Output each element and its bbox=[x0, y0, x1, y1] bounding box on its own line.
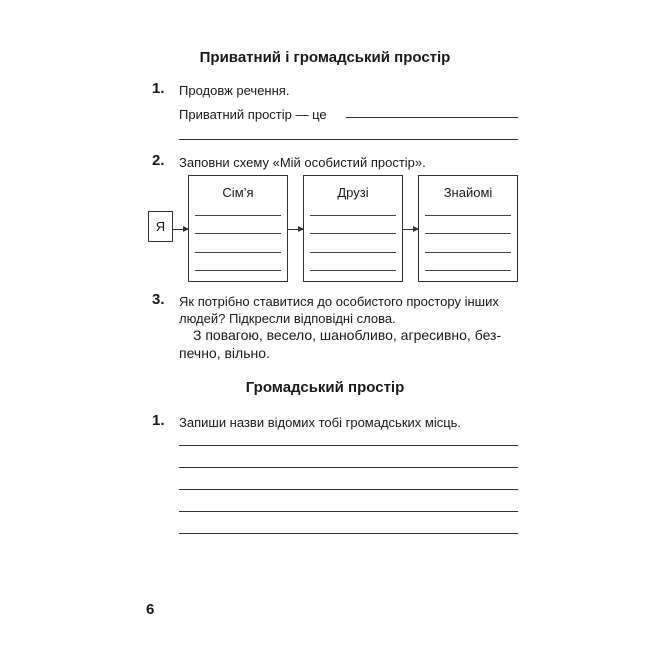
task-3-instruction-line1: Як потрібно ставитися до особистого простору інших bbox=[179, 294, 499, 309]
answer-line[interactable] bbox=[310, 270, 396, 271]
scheme-box-label: Сім’я bbox=[222, 185, 254, 200]
task-2-number: 2. bbox=[152, 152, 165, 169]
answer-line[interactable] bbox=[179, 467, 518, 468]
task-3-words-line2[interactable]: печно, вільно. bbox=[179, 345, 270, 361]
scheme-box-friends bbox=[303, 175, 403, 282]
answer-line[interactable] bbox=[195, 215, 281, 216]
answer-line[interactable] bbox=[195, 252, 281, 253]
answer-line[interactable] bbox=[179, 489, 518, 490]
section-title-private-public: Приватний і громадський простір bbox=[199, 49, 451, 66]
task-1-instruction: Продовж речення. bbox=[179, 83, 290, 98]
task-3-words-line1[interactable]: З повагою, весело, шанобливо, агресивно, без- bbox=[193, 327, 502, 343]
answer-line[interactable] bbox=[179, 511, 518, 512]
public-task-1-instruction: Запиши назви відомих тобі громадських місць. bbox=[179, 415, 462, 430]
scheme-box-label: Знайомі bbox=[443, 185, 493, 200]
task-2-instruction: Заповни схему «Мій особистий простір». bbox=[179, 155, 426, 170]
scheme-box-acquaintances bbox=[418, 175, 518, 282]
task-1-number: 1. bbox=[152, 80, 165, 97]
arrow-icon bbox=[288, 229, 303, 230]
answer-line[interactable] bbox=[425, 215, 511, 216]
answer-line[interactable] bbox=[179, 139, 518, 140]
public-task-1-number: 1. bbox=[152, 412, 165, 429]
task-1-prompt: Приватний простір — це bbox=[179, 107, 327, 122]
arrow-icon bbox=[403, 229, 418, 230]
arrow-icon bbox=[173, 229, 188, 230]
answer-line[interactable] bbox=[425, 252, 511, 253]
answer-line[interactable] bbox=[195, 233, 281, 234]
answer-line[interactable] bbox=[346, 117, 518, 118]
answer-line[interactable] bbox=[310, 252, 396, 253]
task-3-number: 3. bbox=[152, 291, 165, 308]
scheme-box-family bbox=[188, 175, 288, 282]
answer-line[interactable] bbox=[195, 270, 281, 271]
answer-line[interactable] bbox=[179, 445, 518, 446]
answer-line[interactable] bbox=[310, 215, 396, 216]
scheme-box-label: Друзі bbox=[337, 185, 369, 200]
page-number: 6 bbox=[146, 601, 155, 618]
answer-line[interactable] bbox=[425, 270, 511, 271]
task-3-instruction-line2: людей? Підкресли відповідні слова. bbox=[179, 311, 396, 326]
answer-line[interactable] bbox=[179, 533, 518, 534]
section-title-public: Громадський простір bbox=[245, 379, 405, 396]
scheme-start-box: Я bbox=[148, 211, 173, 242]
answer-line[interactable] bbox=[425, 233, 511, 234]
answer-line[interactable] bbox=[310, 233, 396, 234]
